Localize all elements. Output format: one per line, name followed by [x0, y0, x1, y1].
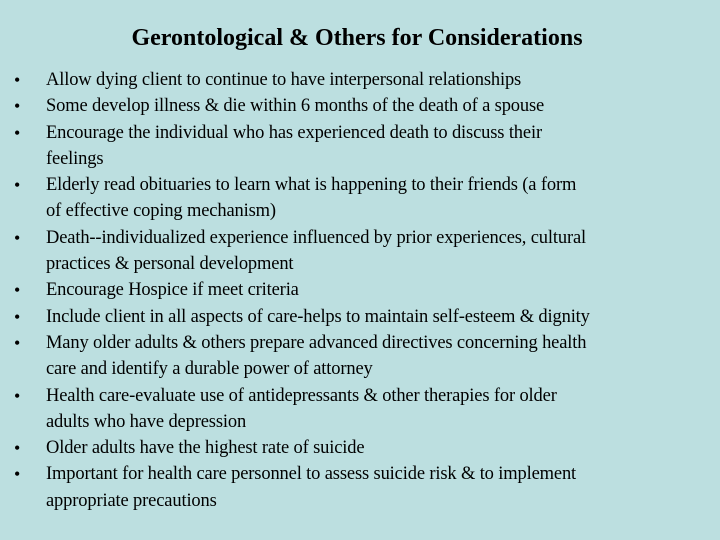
list-item [12, 330, 712, 383]
list-item [12, 67, 712, 93]
bullet-text-line: feelings [46, 148, 104, 169]
bullet-text-line: appropriate precautions [46, 490, 217, 511]
bullet-icon: • [14, 70, 21, 90]
bullet-icon: • [14, 385, 21, 406]
bullet-text-line: care and identify a durable power of attorney [46, 359, 373, 380]
bullet-text-line: Some develop illness & die within 6 months of the death of a spouse [46, 96, 545, 117]
list-item [12, 277, 712, 303]
list-item [12, 225, 712, 278]
list-item [12, 172, 712, 225]
bullet-text-line: Encourage the individual who has experienced death to discuss their [46, 122, 542, 143]
list-item [12, 461, 712, 514]
list-item [12, 383, 712, 436]
bullet-icon: • [14, 122, 21, 143]
list-item [12, 304, 712, 330]
bullet-icon: • [14, 464, 21, 485]
list-item [12, 93, 712, 119]
bullet-list [12, 67, 712, 514]
bullet-text-line: of effective coping mechanism) [46, 201, 276, 222]
bullet-text-line: practices & personal development [46, 254, 294, 275]
bullet-text-line: adults who have depression [46, 411, 247, 432]
bullet-icon: • [14, 96, 21, 117]
bullet-text-line: Death--individualized experience influenced by prior experiences, cultural [46, 227, 587, 248]
bullet-text-line: Older adults have the highest rate of suicide [46, 438, 365, 459]
bullet-text-line: Important for health care personnel to assess suicide risk & to implement [46, 464, 577, 485]
bullet-text-line: Include client in all aspects of care-helps to maintain self-esteem & dignity [46, 306, 590, 327]
bullet-icon: • [14, 280, 21, 301]
slide-title: Gerontological & Others for Considerations [131, 25, 583, 51]
bullet-icon: • [14, 332, 21, 353]
bullet-text-line: Elderly read obituaries to learn what is happening to their friends (a form [46, 175, 577, 196]
bullet-text-line: Encourage Hospice if meet criteria [46, 280, 299, 301]
bullet-text-line: Health care-evaluate use of antidepressants & other therapies for older [46, 385, 557, 406]
bullet-text-line: Many older adults & others prepare advanced directives concerning health [46, 332, 587, 353]
bullet-icon: • [14, 227, 21, 248]
list-item [12, 120, 712, 173]
list-item [12, 435, 712, 461]
bullet-text-line: Allow dying client to continue to have interpersonal relationships [46, 70, 522, 90]
bullet-icon: • [14, 175, 21, 196]
bullet-icon: • [14, 438, 21, 459]
bullet-icon: • [14, 306, 21, 327]
